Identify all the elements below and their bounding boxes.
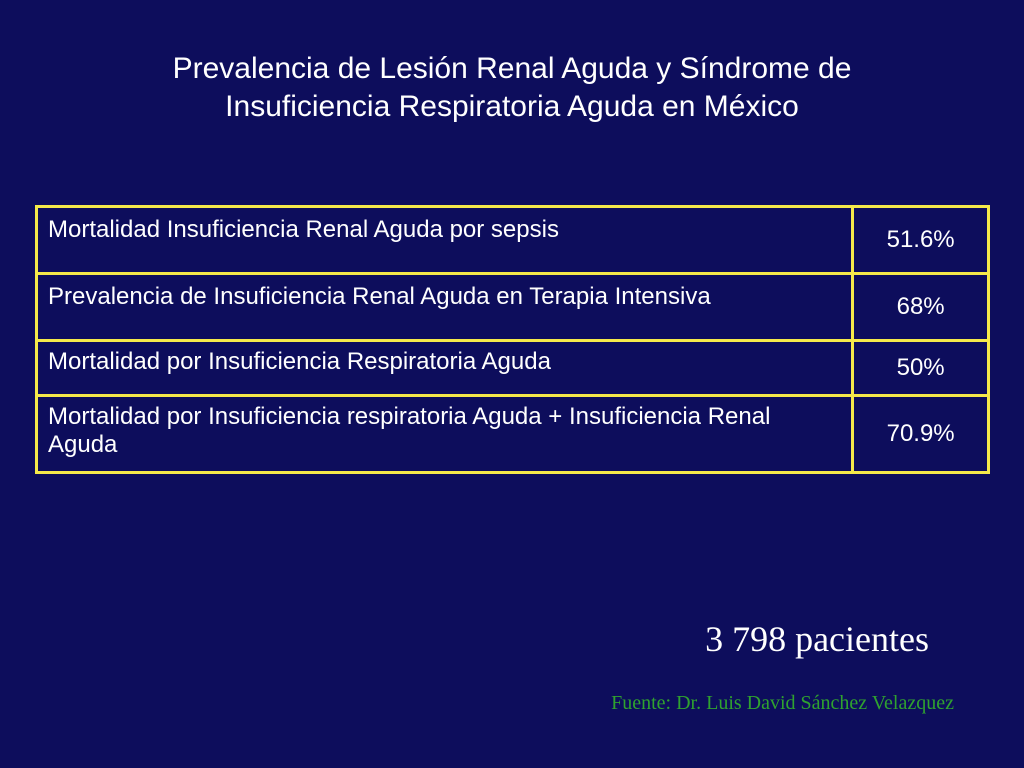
table-row — [37, 274, 989, 341]
table-row — [37, 207, 989, 274]
row-label: Prevalencia de Insuficiencia Renal Aguda en Terapia Intensiva — [37, 274, 853, 341]
table-row — [37, 341, 989, 396]
title-line-1: Prevalencia de Lesión Renal Aguda y Síndrome de — [172, 52, 852, 85]
row-value: 50% — [853, 341, 989, 396]
row-label: Mortalidad por Insuficiencia Respiratoria Aguda — [37, 341, 853, 396]
source-note: Fuente: Dr. Luis David Sánchez Velazquez — [611, 692, 954, 714]
title-line-2: Insuficiencia Respiratoria Aguda en México — [225, 90, 799, 123]
patient-count: 3 798 pacientes — [705, 619, 929, 659]
row-value: 68% — [853, 274, 989, 341]
table-row — [37, 396, 989, 473]
slide-title — [60, 50, 964, 126]
row-value: 51.6% — [853, 207, 989, 274]
row-value: 70.9% — [853, 396, 989, 473]
statistics-table — [35, 205, 990, 474]
row-label: Mortalidad Insuficiencia Renal Aguda por sepsis — [37, 207, 853, 274]
row-label: Mortalidad por Insuficiencia respiratoria Aguda + Insuficiencia Renal Aguda — [37, 396, 853, 473]
